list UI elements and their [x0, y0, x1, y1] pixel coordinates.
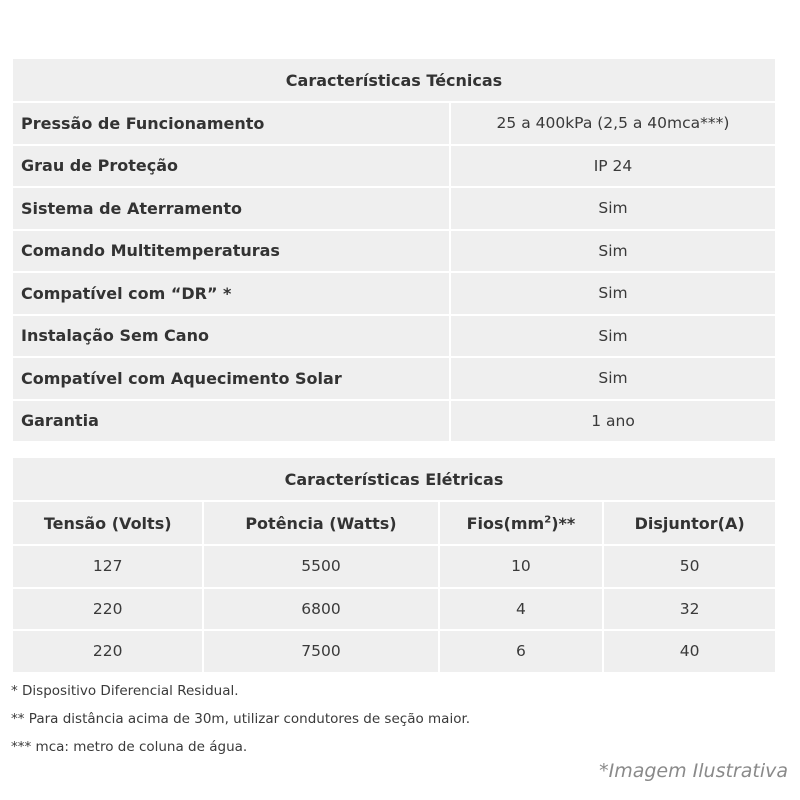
spec-label-warranty: Garantia	[12, 400, 450, 443]
table-row	[12, 357, 776, 400]
spec-value-solar-compatible: Sim	[450, 357, 776, 400]
technical-specs-table	[11, 57, 777, 443]
electrical-header-row	[12, 501, 776, 545]
table-row	[12, 315, 776, 358]
table-row	[12, 272, 776, 315]
footnotes	[11, 677, 470, 761]
cell-power: 6800	[203, 588, 438, 631]
table-row	[12, 588, 776, 631]
column-header-power: Potência (Watts)	[203, 501, 438, 545]
table-row	[12, 400, 776, 443]
spec-label-grounding-system: Sistema de Aterramento	[12, 187, 450, 230]
column-header-wires	[439, 501, 604, 545]
cell-breaker: 50	[603, 545, 776, 588]
column-header-breaker: Disjuntor(A)	[603, 501, 776, 545]
technical-specs-title-row	[12, 58, 776, 102]
wires-header-superscript: 2	[544, 514, 552, 526]
table-row	[12, 630, 776, 673]
electrical-specs-table	[11, 456, 777, 674]
electrical-specs-title: Características Elétricas	[12, 457, 776, 501]
technical-specs-title: Características Técnicas	[12, 58, 776, 102]
spec-label-dr-compatible: Compatível com “DR” *	[12, 272, 450, 315]
spec-value-warranty: 1 ano	[450, 400, 776, 443]
column-header-voltage: Tensão (Volts)	[12, 501, 203, 545]
cell-wires: 6	[439, 630, 604, 673]
cell-wires: 4	[439, 588, 604, 631]
cell-breaker: 40	[603, 630, 776, 673]
cell-voltage: 220	[12, 588, 203, 631]
spec-value-multitemperature-control: Sim	[450, 230, 776, 273]
cell-breaker: 32	[603, 588, 776, 631]
spec-value-grounding-system: Sim	[450, 187, 776, 230]
cell-wires: 10	[439, 545, 604, 588]
spec-label-solar-compatible: Compatível com Aquecimento Solar	[12, 357, 450, 400]
table-row	[12, 145, 776, 188]
spec-value-operating-pressure: 25 a 400kPa (2,5 a 40mca***)	[450, 102, 776, 145]
spec-label-pipeless-install: Instalação Sem Cano	[12, 315, 450, 358]
cell-voltage: 220	[12, 630, 203, 673]
spec-label-multitemperature-control: Comando Multitemperaturas	[12, 230, 450, 273]
footnote-mca: *** mca: metro de coluna de água.	[11, 739, 248, 755]
table-row	[12, 187, 776, 230]
spec-label-protection-degree: Grau de Proteção	[12, 145, 450, 188]
spec-value-dr-compatible: Sim	[450, 272, 776, 315]
illustrative-image-watermark: *Imagem Ilustrativa	[599, 760, 788, 782]
spec-label-operating-pressure: Pressão de Funcionamento	[12, 102, 450, 145]
cell-power: 7500	[203, 630, 438, 673]
table-row	[12, 102, 776, 145]
spec-value-pipeless-install: Sim	[450, 315, 776, 358]
cell-power: 5500	[203, 545, 438, 588]
table-row	[12, 545, 776, 588]
table-row	[12, 230, 776, 273]
spec-value-protection-degree: IP 24	[450, 145, 776, 188]
footnote-dr: * Dispositivo Diferencial Residual.	[11, 683, 239, 699]
wires-header-suffix: )**	[551, 513, 576, 533]
wires-header-prefix: Fios(mm	[466, 513, 545, 533]
footnote-distance: ** Para distância acima de 30m, utilizar condutores de seção maior.	[11, 711, 471, 727]
cell-voltage: 127	[12, 545, 203, 588]
electrical-specs-title-row	[12, 457, 776, 501]
